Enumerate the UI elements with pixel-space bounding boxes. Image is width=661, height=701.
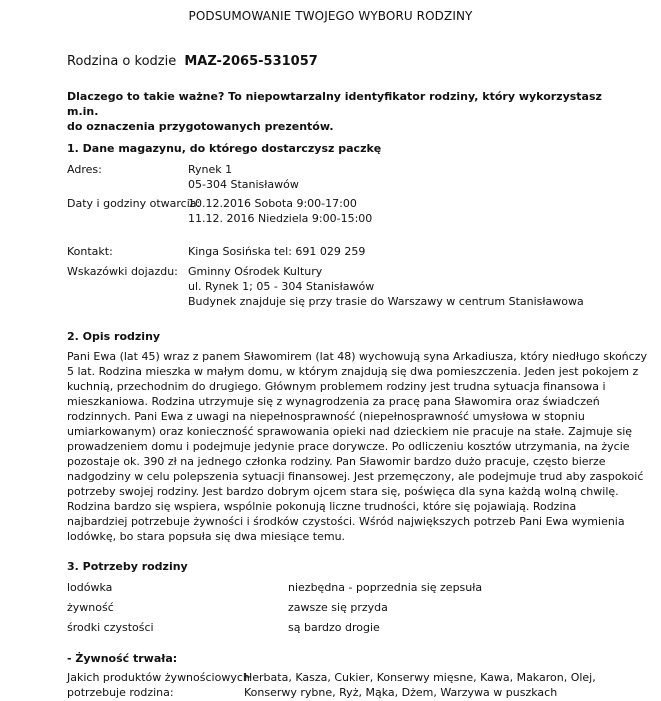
hours-value: [188, 196, 372, 226]
address-line: 05-304 Stanisławów: [188, 178, 299, 191]
family-code-line: [67, 54, 318, 69]
family-description: [67, 349, 647, 544]
food-question-line: potrzebuje rodzina:: [67, 686, 174, 699]
section2-heading: 2. Opis rodziny: [67, 330, 161, 343]
food-answer-line: Konserwy rybne, Ryż, Mąka, Dżem, Warzywa w puszkach: [244, 686, 558, 699]
description-line: potrzeby swojej rodziny. Jest bardzo dobrym ojcem stara się, poświęca dla syna każdą wolną chwilę.: [67, 485, 619, 498]
need-item: żywność: [67, 601, 114, 614]
hours-line: 10.12.2016 Sobota 9:00-17:00: [188, 197, 357, 210]
address-line: Rynek 1: [188, 163, 233, 176]
description-line: prowadzeniem domu i podejmuje jedynie prace dorywcze. Po odliczeniu kosztów utrzymania, na życie: [67, 440, 630, 453]
directions-value: [188, 264, 584, 309]
description-line: Pani Ewa (lat 45) wraz z panem Sławomirem (lat 48) wychowują syna Arkadiusza, który niedługo skończy: [67, 350, 647, 363]
description-line: mieszkaniowa. Rodzina utrzymuje się z wynagrodzenia za pracę pana Sławomira oraz świadczeń: [67, 395, 600, 408]
description-line: 5 lat. Rodzina mieszka w małym domu, w którym znajdują się dwa pomieszczenia. Jeden jest pokojem z: [67, 365, 639, 378]
food-question-line: Jakich produktów żywnościowych: [67, 671, 250, 684]
family-code: MAZ-2065-531057: [184, 54, 318, 69]
need-note: niezbędna - poprzednia się zepsuła: [288, 581, 483, 594]
hours-label: Daty i godziny otwarcia:: [67, 197, 201, 210]
description-line: lodówkę, bo stara popsuła się dwa miesiące temu.: [67, 530, 346, 543]
directions-line: ul. Rynek 1; 05 - 304 Stanisławów: [188, 280, 375, 293]
need-item: środki czystości: [67, 621, 154, 634]
food-answer-line: Herbata, Kasza, Cukier, Konserwy mięsne, Kawa, Makaron, Olej,: [244, 671, 596, 684]
section4-heading: - Żywność trwała:: [67, 652, 178, 665]
description-line: nadgodziny w celu polepszenia sytuacji finansowej. Jest przemęczony, ale podejmuje trud aby zaspokoić: [67, 470, 644, 483]
food-answer: [244, 670, 596, 700]
contact-value: Kinga Sosińska tel: 691 029 259: [188, 245, 366, 258]
need-note: są bardzo drogie: [288, 621, 380, 634]
page-title: PODSUMOWANIE TWOJEGO WYBORU RODZINY: [188, 9, 473, 23]
need-item: lodówka: [67, 581, 113, 594]
directions-line: Gminny Ośrodek Kultury: [188, 265, 323, 278]
food-question: [67, 670, 250, 700]
description-line: pozostaje ok. 390 zł na jednego członka rodziny. Pan Sławomir bardzo dużo pracuje, często bierze: [67, 455, 606, 468]
contact-label: Kontakt:: [67, 245, 113, 258]
description-line: Rodzina bardzo się wspiera, wspólnie pokonują liczne trudności, które się pojawiają. Rodzina: [67, 500, 577, 513]
directions-line: Budynek znajduje się przy trasie do Warszawy w centrum Stanisławowa: [188, 295, 584, 308]
section1-heading: 1. Dane magazynu, do którego dostarczysz paczkę: [67, 142, 382, 155]
description-line: najbardziej potrzebuje żywności i środków czystości. Wśród największych potrzeb Pani Ewa wymienia: [67, 515, 625, 528]
description-line: kuchnią, przechodnim do drugiego. Głównym problemem rodziny jest trudna sytuacja finansowa i: [67, 380, 606, 393]
need-note: zawsze się przyda: [288, 601, 388, 614]
description-line: umiarkowanym) oraz konieczność sprawowania opieki nad dzieckiem nie pracuje na stałe. Zajmuje się: [67, 425, 633, 438]
why-line: Dlaczego to takie ważne? To niepowtarzalny identyfikator rodziny, który wykorzystasz m.in.: [67, 90, 602, 118]
description-line: rodzinnych. Pani Ewa z uwagi na niepełnosprawność (niepełnosprawność umysłowa w stopniu: [67, 410, 585, 423]
address-value: [188, 162, 299, 192]
directions-label: Wskazówki dojazdu:: [67, 265, 178, 278]
section3-heading: 3. Potrzeby rodziny: [67, 560, 188, 573]
why-important-note: [67, 89, 607, 134]
why-line: do oznaczenia przygotowanych prezentów.: [67, 120, 334, 133]
hours-line: 11.12. 2016 Niedziela 9:00-15:00: [188, 212, 373, 225]
address-label: Adres:: [67, 163, 102, 176]
family-code-label: Rodzina o kodzie: [67, 54, 177, 69]
